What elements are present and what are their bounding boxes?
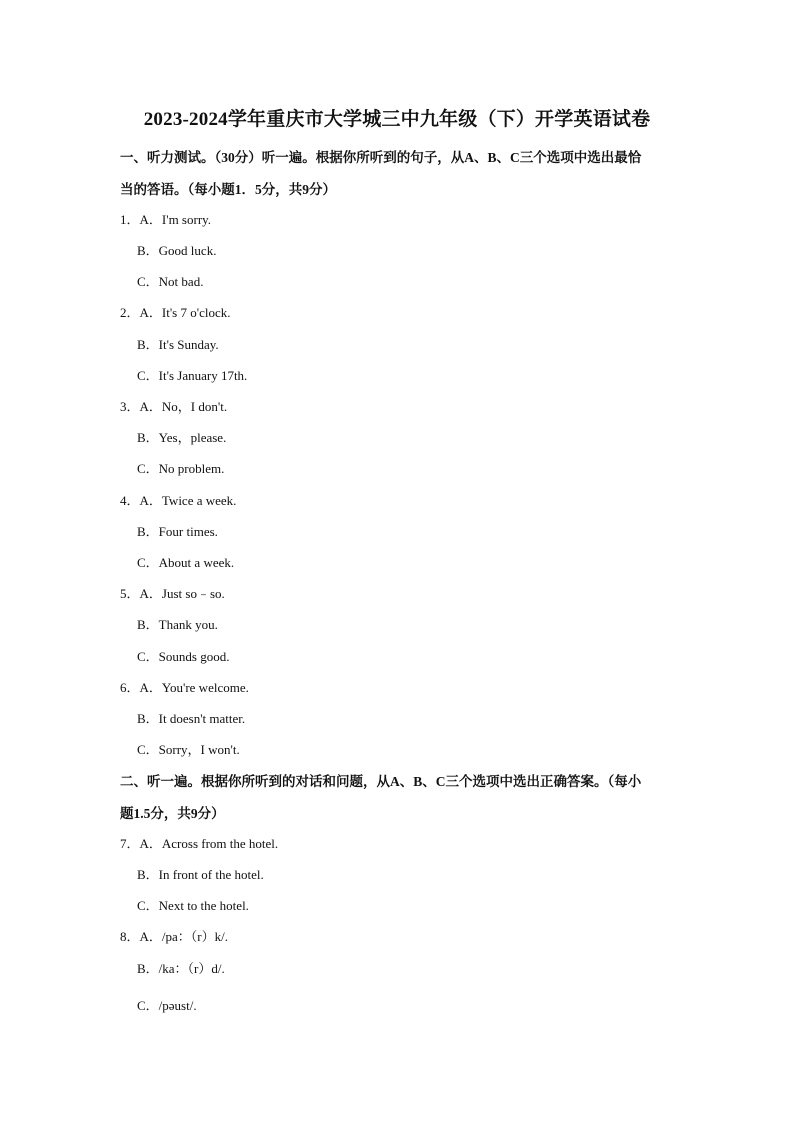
question-4-option-a: 4．A．Twice a week. (120, 490, 236, 509)
question-4-option-c: C．About a week. (137, 555, 235, 570)
question-5-option-c: C．Sounds good. (137, 649, 230, 664)
question-2-option-a: 2．A．It's 7 o'clock. (120, 302, 231, 321)
question-8-option-b: B．/ka：（r）d/. (137, 961, 225, 976)
question-3-option-c: C．No problem. (137, 461, 225, 476)
question-number: 7． (120, 836, 140, 851)
question-number: 2． (120, 305, 140, 320)
question-5-option-a: 5．A．Just so﹣so. (120, 583, 225, 602)
section-2-instructions-line-1: 二、听一遍。根据你所听到的对话和问题，从A、B、C三个选项中选出正确答案。（每小 (120, 774, 642, 789)
question-6-option-a: 6．A．You're welcome. (120, 677, 249, 696)
question-6-option-b: B．It doesn't matter. (137, 711, 246, 726)
question-number: 8． (120, 929, 140, 944)
question-3-option-a: 3．A．No，I don't. (120, 396, 227, 415)
question-8-option-c: C．/pəust/. (137, 998, 197, 1013)
question-number: 1． (120, 212, 140, 227)
question-7-option-a: 7．A．Across from the hotel. (120, 833, 278, 852)
question-number: 3． (120, 399, 140, 414)
question-2-option-c: C．It's January 17th. (137, 368, 248, 383)
question-1-option-c: C．Not bad. (137, 274, 204, 289)
section-2-instructions-line-2: 题1.5分，共9分） (120, 806, 225, 821)
question-8-option-a: 8．A．/pa：（r）k/. (120, 926, 228, 945)
question-3-option-b: B．Yes，please. (137, 430, 227, 445)
question-number: 4． (120, 493, 140, 508)
page-title: 2023-2024学年重庆市大学城三中九年级（下）开学英语试卷 (143, 109, 651, 130)
section-1-instructions-line-1: 一、听力测试。（30分）听一遍。根据你所听到的句子，从A、B、C三个选项中选出最恰 (120, 150, 642, 165)
question-number: 5． (120, 586, 140, 601)
question-4-option-b: B．Four times. (137, 524, 218, 539)
question-7-option-c: C．Next to the hotel. (137, 898, 249, 913)
question-2-option-b: B．It's Sunday. (137, 337, 219, 352)
question-5-option-b: B．Thank you. (137, 617, 218, 632)
question-1-option-b: B．Good luck. (137, 243, 217, 258)
question-1-option-a: 1．A．I'm sorry. (120, 209, 211, 228)
question-6-option-c: C．Sorry，I won't. (137, 742, 240, 757)
question-number: 6． (120, 680, 140, 695)
section-1-instructions-line-2: 当的答语。（每小题1．5分，共9分） (120, 182, 336, 197)
question-7-option-b: B．In front of the hotel. (137, 867, 264, 882)
